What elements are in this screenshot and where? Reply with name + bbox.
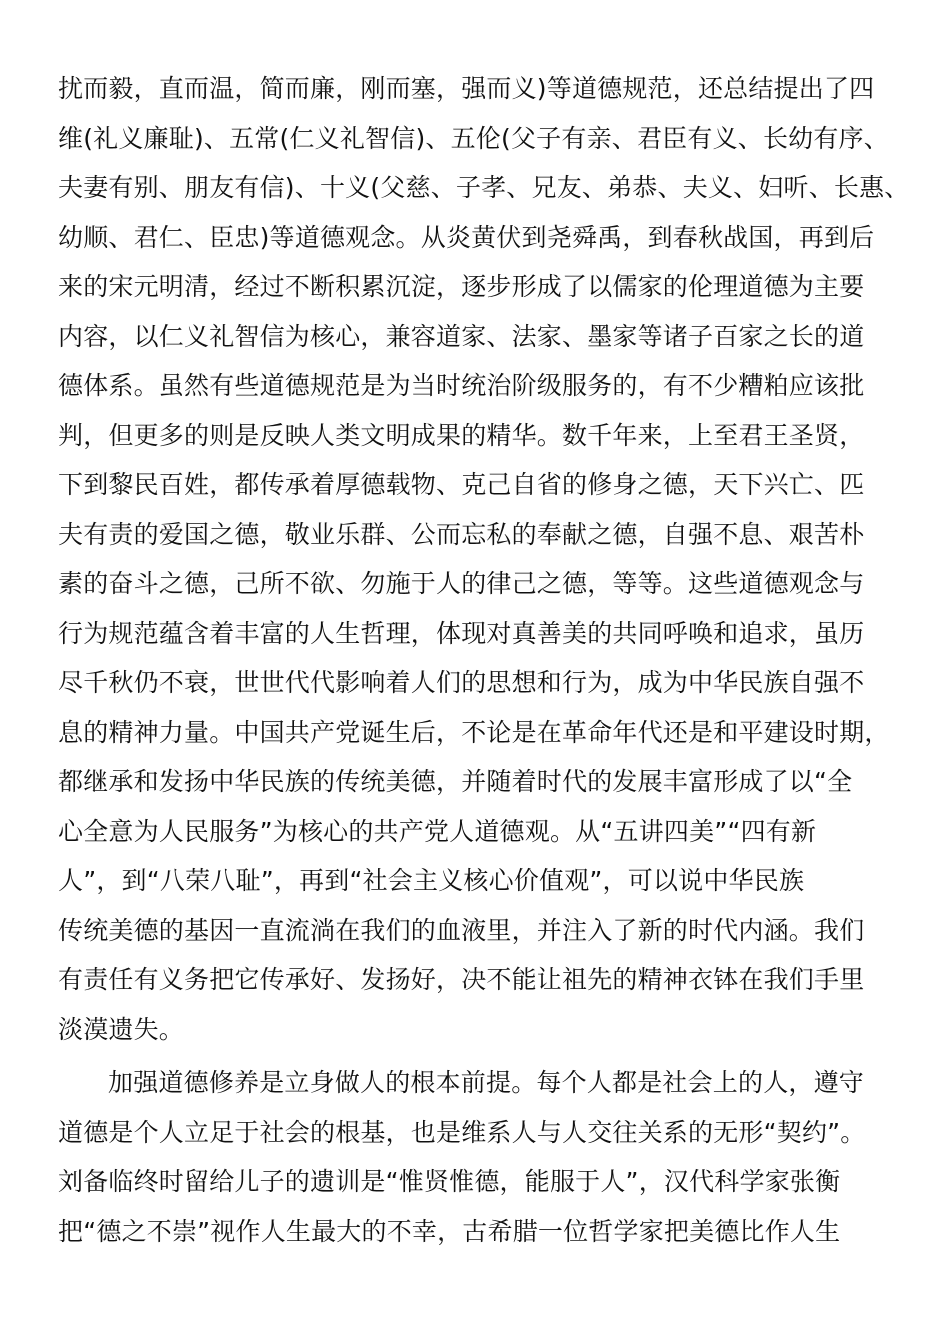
text-line: 淡漠遗失。 xyxy=(58,1014,185,1044)
text-line: 加强道德修养是立身做人的根本前提。每个人都是社会上的人，遵守 xyxy=(108,1068,865,1097)
text-line: 传统美德的基因一直流淌在我们的血液里，并注入了新的时代内涵。我们 xyxy=(58,915,865,945)
text-line: 下到黎民百姓，都传承着厚德载物、克己自省的修身之德，天下兴亡、匹 xyxy=(58,470,865,499)
text-line: 德体系。虽然有些道德规范是为当时统治阶级服务的，有不少糟粕应该批 xyxy=(58,371,865,400)
text-line: 夫有责的爱国之德，敬业乐群、公而忘私的奉献之德，自强不息、艰苦朴 xyxy=(58,519,865,549)
paragraph-2 xyxy=(58,1058,903,1256)
document-body xyxy=(58,64,910,1256)
text-line: 道德是个人立足于社会的根基，也是维系人与人交往关系的无形“契约”。 xyxy=(58,1117,866,1147)
text-line: 尽千秋仍不衰，世世代代影响着人们的思想和行为，成为中华民族自强不 xyxy=(58,668,865,697)
text-line: 夫妻有别、朋友有信)、十义(父慈、子孝、兄友、弟恭、夫义、妇听、长惠、 xyxy=(58,173,910,202)
text-line: 来的宋元明清，经过不断积累沉淀，逐步形成了以儒家的伦理道德为主要 xyxy=(58,272,865,301)
text-line: 息的精神力量。中国共产党诞生后，不论是在革命年代还是和平建设时期， xyxy=(58,717,890,747)
text-line: 内容，以仁义礼智信为核心，兼容道家、法家、墨家等诸子百家之长的道 xyxy=(58,321,865,351)
text-line: 刘备临终时留给儿子的遗训是“惟贤惟德，能服于人”，汉代科学家张衡 xyxy=(58,1167,841,1196)
text-line: 幼顺、君仁、臣忠)等道德观念。从炎黄伏到尧舜禹，到春秋战国，再到后 xyxy=(58,222,875,252)
text-line: 都继承和发扬中华民族的传统美德，并随着时代的发展丰富形成了以“全 xyxy=(58,767,853,796)
text-line: 扰而毅，直而温，简而廉，刚而塞，强而义)等道德规范，还总结提出了四 xyxy=(58,74,875,103)
text-line: 维(礼义廉耻)、五常(仁义礼智信)、五伦(父子有亲、君臣有义、长幼有序、 xyxy=(58,123,889,153)
text-line: 行为规范蕴含着丰富的人生哲理，体现对真善美的共同呼唤和追求，虽历 xyxy=(58,618,865,648)
paragraph-1 xyxy=(58,64,910,1054)
text-line: 人”，到“八荣八耻”，再到“社会主义核心价值观”，可以说中华民族 xyxy=(58,866,805,895)
text-line: 有责任有义务把它传承好、发扬好，决不能让祖先的精神衣钵在我们手里 xyxy=(58,965,865,994)
text-line: 判，但更多的则是反映人类文明成果的精华。数千年来，上至君王圣贤， xyxy=(58,420,865,450)
text-line: 把“德之不崇”视作人生最大的不幸，古希腊一位哲学家把美德比作人生 xyxy=(58,1216,841,1246)
text-line: 素的奋斗之德，己所不欲、勿施于人的律己之德，等等。这些道德观念与 xyxy=(58,569,865,598)
text-line: 心全意为人民服务”为核心的共产党人道德观。从“五讲四美”“四有新 xyxy=(58,816,817,846)
